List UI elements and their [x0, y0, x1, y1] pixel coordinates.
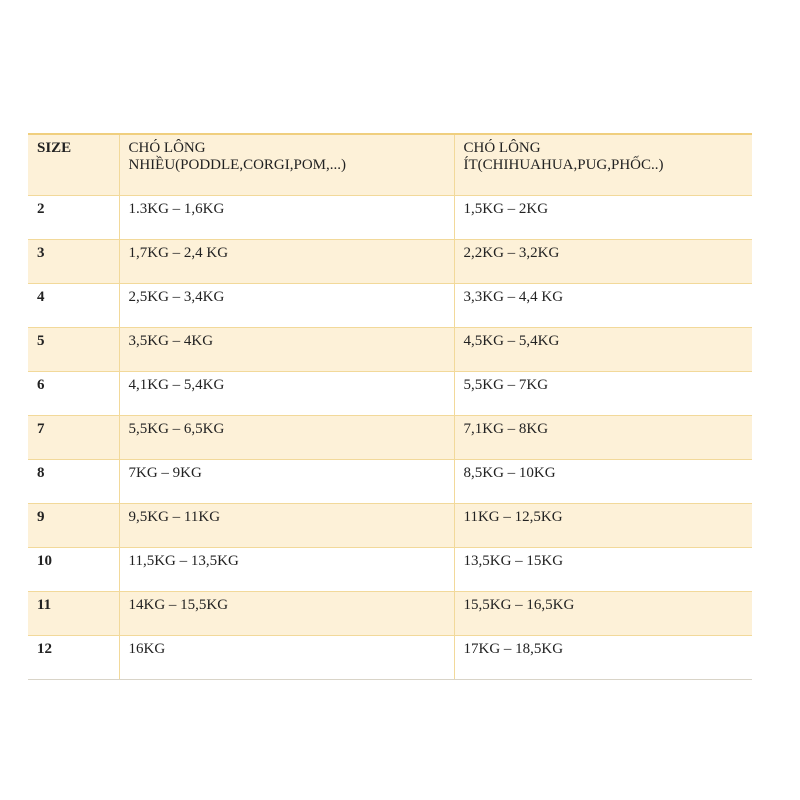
table-row [28, 195, 752, 239]
size-cell: 2 [28, 195, 119, 239]
table-row [28, 503, 752, 547]
short-hair-header-line-2: ÍT(CHIHUAHUA,PUG,PHỐC..) [463, 157, 664, 173]
table-row [28, 547, 752, 591]
size-cell: 7 [28, 415, 119, 459]
long-hair-weight-cell: 7KG – 9KG [119, 459, 454, 503]
short-hair-weight-cell: 7,1KG – 8KG [454, 415, 752, 459]
size-chart-table [28, 133, 752, 680]
long-hair-column-header [119, 134, 454, 195]
long-hair-header-line-1: CHÓ LÔNG [128, 140, 206, 156]
short-hair-weight-cell: 11KG – 12,5KG [454, 503, 752, 547]
short-hair-weight-cell: 3,3KG – 4,4 KG [454, 283, 752, 327]
size-cell: 3 [28, 239, 119, 283]
table-row [28, 239, 752, 283]
long-hair-weight-cell: 11,5KG – 13,5KG [119, 547, 454, 591]
long-hair-weight-cell: 3,5KG – 4KG [119, 327, 454, 371]
long-hair-weight-cell: 16KG [119, 635, 454, 679]
table-row [28, 371, 752, 415]
long-hair-weight-cell: 9,5KG – 11KG [119, 503, 454, 547]
long-hair-weight-cell: 14KG – 15,5KG [119, 591, 454, 635]
short-hair-weight-cell: 15,5KG – 16,5KG [454, 591, 752, 635]
size-cell: 8 [28, 459, 119, 503]
short-hair-column-header [454, 134, 752, 195]
table-row [28, 327, 752, 371]
size-cell: 5 [28, 327, 119, 371]
short-hair-weight-cell: 5,5KG – 7KG [454, 371, 752, 415]
short-hair-weight-cell: 17KG – 18,5KG [454, 635, 752, 679]
short-hair-weight-cell: 2,2KG – 3,2KG [454, 239, 752, 283]
size-cell: 11 [28, 591, 119, 635]
size-cell: 9 [28, 503, 119, 547]
size-cell: 4 [28, 283, 119, 327]
short-hair-weight-cell: 1,5KG – 2KG [454, 195, 752, 239]
long-hair-weight-cell: 1.3KG – 1,6KG [119, 195, 454, 239]
short-hair-weight-cell: 13,5KG – 15KG [454, 547, 752, 591]
table-row [28, 635, 752, 679]
table-row [28, 283, 752, 327]
size-cell: 6 [28, 371, 119, 415]
short-hair-header-line-1: CHÓ LÔNG [463, 140, 541, 156]
size-cell: 12 [28, 635, 119, 679]
short-hair-weight-cell: 4,5KG – 5,4KG [454, 327, 752, 371]
size-header-label: SIZE [37, 140, 72, 156]
short-hair-weight-cell: 8,5KG – 10KG [454, 459, 752, 503]
size-cell: 10 [28, 547, 119, 591]
long-hair-weight-cell: 4,1KG – 5,4KG [119, 371, 454, 415]
table-row [28, 459, 752, 503]
table-body [28, 195, 752, 679]
long-hair-weight-cell: 5,5KG – 6,5KG [119, 415, 454, 459]
size-column-header [28, 134, 119, 195]
table-row [28, 591, 752, 635]
table-row [28, 415, 752, 459]
long-hair-weight-cell: 2,5KG – 3,4KG [119, 283, 454, 327]
long-hair-header-line-2: NHIỀU(PODDLE,CORGI,POM,...) [128, 157, 346, 173]
long-hair-weight-cell: 1,7KG – 2,4 KG [119, 239, 454, 283]
table-header-row [28, 134, 752, 195]
